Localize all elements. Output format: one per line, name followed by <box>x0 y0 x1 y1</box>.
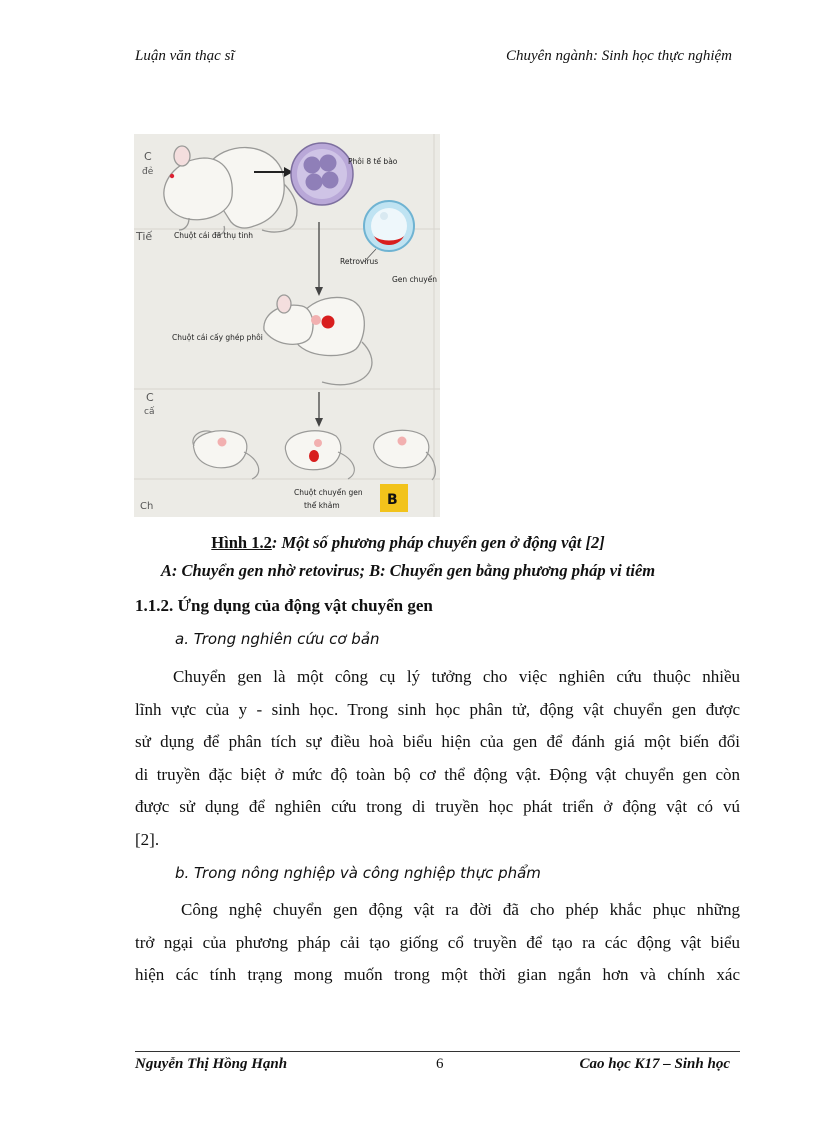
mouse-fertilized-female <box>164 146 297 235</box>
header-left: Luận văn thạc sĩ <box>135 48 235 64</box>
margin-text-1: C <box>144 150 152 163</box>
subsection-a-heading: a. Trong nghiên cứu cơ bản <box>175 630 380 648</box>
figure-illustration <box>134 134 440 517</box>
paragraph-line: di truyền đặc biệt ở mức độ toàn bộ cơ thể động vật. Động vật chuyển gen còn <box>135 764 740 784</box>
section-title: Ứng dụng của động vật chuyển gen <box>177 596 433 615</box>
transgene-spot-recipient <box>322 316 335 329</box>
paragraph-line: lĩnh vực của y - sinh học. Trong sinh học phân tử, động vật chuyển gen được <box>135 699 740 719</box>
spot-offspring-3 <box>398 437 407 446</box>
margin-text-2: đẻ <box>142 167 154 177</box>
paragraph-line: trở ngại của phương pháp cải tạo giống cổ truyền để tạo ra các động vật biểu <box>135 932 740 952</box>
footer-divider <box>135 1051 740 1052</box>
margin-text-6: Ch <box>140 501 154 512</box>
spot-offspring-1 <box>218 438 227 447</box>
paragraph-basic-research <box>135 661 740 856</box>
transgene-spot-offspring-2 <box>309 450 319 462</box>
mouse-eye <box>170 174 174 178</box>
label-embryo: Phôi 8 tế bào <box>348 157 398 166</box>
paragraph-line: sử dụng để phân tích sự điều hoà biểu hiện của gen để đánh giá một biến đổi <box>135 732 740 751</box>
figure-transgenic-mouse <box>134 134 440 517</box>
figure-caption <box>0 533 816 553</box>
retrovirus-particle <box>364 201 414 251</box>
label-mosaic: thể khảm <box>304 501 340 510</box>
caption-separator: : <box>271 533 278 552</box>
label-retrovirus: Retrovirus <box>340 257 379 266</box>
margin-text-5: cấ <box>144 407 155 417</box>
paragraph-line: được sử dụng để nghiên cứu trong di truyền học phát triển ở động vật có vú <box>135 797 740 816</box>
paragraph-agriculture <box>135 894 740 992</box>
embryo-8-cell <box>291 143 353 205</box>
offspring-mouse-2 <box>285 431 354 479</box>
paragraph-line: Chuyển gen là một công cụ lý tưởng cho việc nghiên cứu thuộc nhiều <box>173 667 740 686</box>
caption-label: Hình 1.2 <box>211 533 272 552</box>
label-fertilized-female: Chuột cái đã thụ tinh <box>174 231 253 240</box>
figure-caption-sub: A: Chuyển gen nhờ retovirus; B: Chuyển gen bằng phương pháp vi tiêm <box>160 561 656 580</box>
label-transgene: Gen chuyển <box>392 275 437 284</box>
margin-text-4: C <box>146 391 154 404</box>
footer-course: Cao học K17 – Sinh học <box>579 1056 730 1072</box>
margin-text-3: Tiế <box>136 230 153 243</box>
paragraph-line: Công nghệ chuyển gen động vật ra đời đã cho phép khắc phục những <box>181 900 740 919</box>
footer-author: Nguyễn Thị Hồng Hạnh <box>135 1056 288 1072</box>
header-right: Chuyên ngành: Sinh học thực nghiệm <box>505 48 732 64</box>
mouse-recipient-female <box>264 295 372 385</box>
section-heading <box>135 596 433 616</box>
section-number: 1.1.2. <box>135 596 174 615</box>
arrowhead-down-2 <box>315 418 323 427</box>
subsection-b-heading: b. Trong nông nghiệp và công nghiệp thực phẩm <box>175 864 541 882</box>
spot-recipient <box>311 315 321 325</box>
offspring-mouse-1 <box>193 431 259 479</box>
label-transgenic-mouse: Chuột chuyển gen <box>294 488 363 497</box>
caption-title: Một số phương pháp chuyển gen ở động vật [2] <box>281 533 605 552</box>
spot-offspring-2 <box>314 439 322 447</box>
label-recipient-female: Chuột cái cấy ghép phôi <box>172 333 263 342</box>
paragraph-line: hiện các tính trạng mong muốn trong một thời gian ngắn hơn và chính xác <box>135 965 740 984</box>
panel-letter: B <box>387 492 398 508</box>
paragraph-line: [2]. <box>135 829 160 849</box>
footer-page-number: 6 <box>436 1056 444 1072</box>
arrowhead-down-1 <box>315 287 323 296</box>
